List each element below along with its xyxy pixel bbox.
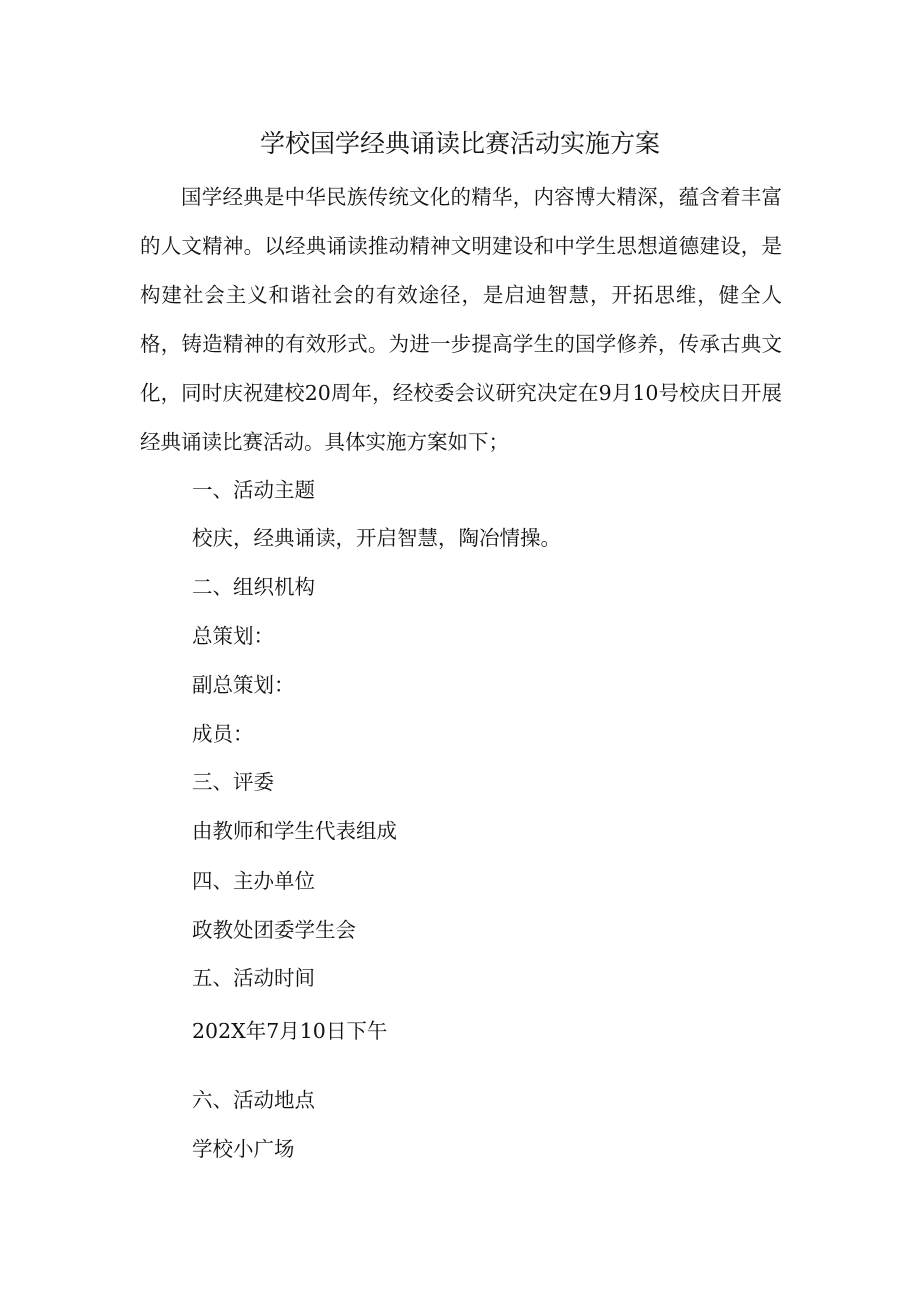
section-body-time: 202X年7月10日下午: [192, 1019, 388, 1043]
organization-members: 成员：: [192, 722, 254, 746]
section-heading-location: 六、活动地点: [192, 1088, 315, 1112]
intro-paragraph: 国学经典是中华民族传统文化的精华，内容博大精深，蕴含着丰富的人文精神。以经典诵读推动精神文明建设和中学生思想道德建设，是构建社会主义和谐社会的有效途径，是启迪智慧，开拓思维，健全人格，铸造精神的有效形式。为进一步提高学生的国学修养，传承古典文化，同时庆祝建校20周年，经校委会议研究决定在9月10号校庆日开展经典诵读比赛活动。具体实施方案如下；: [140, 185, 782, 454]
organization-chief-planner: 总策划：: [192, 624, 274, 648]
section-heading-theme: 一、活动主题: [192, 478, 315, 502]
section-heading-organization: 二、组织机构: [192, 575, 315, 599]
organization-deputy-planner: 副总策划：: [192, 673, 295, 697]
section-body-theme: 校庆，经典诵读，开启智慧，陶冶情操。: [192, 526, 561, 550]
section-heading-organizer: 四、主办单位: [192, 869, 315, 893]
section-body-location: 学校小广场: [192, 1137, 295, 1161]
section-heading-judges: 三、评委: [192, 770, 274, 794]
section-heading-time: 五、活动时间: [192, 966, 315, 990]
section-body-organizer: 政教处团委学生会: [192, 918, 356, 942]
document-title: 学校国学经典诵读比赛活动实施方案: [259, 129, 660, 158]
section-body-judges: 由教师和学生代表组成: [192, 819, 397, 843]
